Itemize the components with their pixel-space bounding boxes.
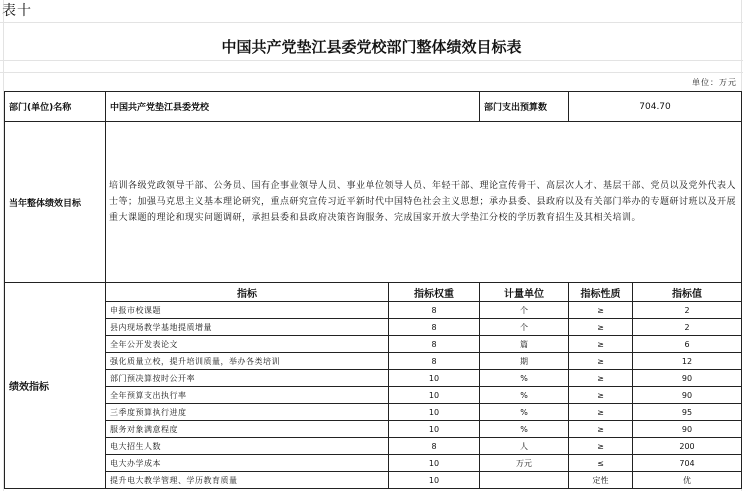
- table-row: [5, 455, 742, 472]
- indicator-name[interactable]: 全年公开发表论文: [106, 336, 389, 353]
- indicator-unit[interactable]: 万元: [480, 455, 569, 472]
- table-row: [5, 319, 742, 336]
- indicator-name[interactable]: 电大招生人数: [106, 438, 389, 455]
- indicator-weight[interactable]: 10: [389, 404, 480, 421]
- performance-table: [4, 91, 742, 489]
- indicator-unit[interactable]: 个: [480, 319, 569, 336]
- grid-line: [0, 72, 743, 73]
- col-header-nature: 指标性质: [569, 283, 633, 302]
- col-header-indicator: 指标: [106, 283, 389, 302]
- col-header-value: 指标值: [633, 283, 742, 302]
- indicator-name[interactable]: 强化质量立校，提升培训质量，举办各类培训: [106, 353, 389, 370]
- table-row: [5, 370, 742, 387]
- table-row: [5, 387, 742, 404]
- indicator-value[interactable]: 2: [633, 302, 742, 319]
- indicator-value[interactable]: 2: [633, 319, 742, 336]
- indicator-nature[interactable]: ≥: [569, 421, 633, 438]
- indicator-value[interactable]: 12: [633, 353, 742, 370]
- indicator-weight[interactable]: 10: [389, 387, 480, 404]
- table-row: [5, 404, 742, 421]
- indicator-weight[interactable]: 10: [389, 472, 480, 489]
- indicator-nature[interactable]: ≥: [569, 319, 633, 336]
- indicator-name[interactable]: 电大办学成本: [106, 455, 389, 472]
- indicator-header-row: [5, 283, 742, 302]
- indicator-weight[interactable]: 8: [389, 353, 480, 370]
- indicator-value[interactable]: 704: [633, 455, 742, 472]
- indicator-name[interactable]: 全年预算支出执行率: [106, 387, 389, 404]
- table-row: [5, 302, 742, 319]
- indicator-value[interactable]: 优: [633, 472, 742, 489]
- indicator-unit[interactable]: [480, 472, 569, 489]
- indicator-unit[interactable]: 人: [480, 438, 569, 455]
- indicator-unit[interactable]: %: [480, 387, 569, 404]
- indicators-label: 绩效指标: [5, 283, 106, 489]
- table-row: [5, 438, 742, 455]
- table-row: [5, 421, 742, 438]
- indicator-nature[interactable]: ≥: [569, 438, 633, 455]
- goal-label: 当年整体绩效目标: [5, 122, 106, 283]
- indicator-name[interactable]: 提升电大教学管理、学历教育质量: [106, 472, 389, 489]
- indicator-name[interactable]: 三季度预算执行进度: [106, 404, 389, 421]
- indicator-name[interactable]: 服务对象满意程度: [106, 421, 389, 438]
- table-row: [5, 353, 742, 370]
- indicator-name[interactable]: 部门预决算按时公开率: [106, 370, 389, 387]
- indicator-name[interactable]: 县内现场教学基地提质增量: [106, 319, 389, 336]
- indicator-nature[interactable]: ≥: [569, 370, 633, 387]
- indicator-value[interactable]: 200: [633, 438, 742, 455]
- dept-row: [5, 92, 742, 122]
- indicator-value[interactable]: 6: [633, 336, 742, 353]
- indicator-unit[interactable]: 个: [480, 302, 569, 319]
- indicator-nature[interactable]: ≥: [569, 404, 633, 421]
- grid-line: [0, 22, 743, 23]
- indicator-nature[interactable]: ≥: [569, 387, 633, 404]
- table-row: [5, 336, 742, 353]
- indicator-weight[interactable]: 8: [389, 336, 480, 353]
- indicator-nature[interactable]: ≤: [569, 455, 633, 472]
- indicator-nature[interactable]: ≥: [569, 302, 633, 319]
- table-row: [5, 472, 742, 489]
- indicator-unit[interactable]: 篇: [480, 336, 569, 353]
- table-caption: 表十: [2, 3, 32, 19]
- unit-note: 单位：万元: [692, 78, 737, 87]
- indicator-unit[interactable]: %: [480, 421, 569, 438]
- indicator-value[interactable]: 90: [633, 421, 742, 438]
- grid-line: [0, 60, 743, 61]
- col-header-weight: 指标权重: [389, 283, 480, 302]
- indicator-weight[interactable]: 8: [389, 438, 480, 455]
- indicator-unit[interactable]: %: [480, 370, 569, 387]
- goal-text[interactable]: 培训各级党政领导干部、公务员、国有企事业领导人员、事业单位领导人员、年轻干部、理论宣传骨干、高层次人才、基层干部、党员以及党外代表人士等；加强马克思主义基本理论研究，重点研究宣传习近平新时代中国特色社会主义思想；承办县委、县政府以及有关部门举办的专题研讨班以及开展重大课题的理论和现实问题调研，承担县委和县政府决策咨询服务、完成国家开放大学垫江分校的学历教育招生及其相关培训。: [106, 122, 742, 283]
- indicator-value[interactable]: 90: [633, 370, 742, 387]
- indicator-weight[interactable]: 10: [389, 421, 480, 438]
- indicator-value[interactable]: 95: [633, 404, 742, 421]
- dept-name-value[interactable]: 中国共产党垫江县委党校: [106, 92, 480, 122]
- page-title: 中国共产党垫江县委党校部门整体绩效目标表: [221, 38, 522, 56]
- indicator-value[interactable]: 90: [633, 387, 742, 404]
- indicator-weight[interactable]: 10: [389, 370, 480, 387]
- indicator-name[interactable]: 申报市校课题: [106, 302, 389, 319]
- indicator-unit[interactable]: 期: [480, 353, 569, 370]
- indicator-nature[interactable]: ≥: [569, 336, 633, 353]
- indicator-unit[interactable]: %: [480, 404, 569, 421]
- indicator-nature[interactable]: 定性: [569, 472, 633, 489]
- indicator-weight[interactable]: 10: [389, 455, 480, 472]
- budget-label: 部门支出预算数: [480, 92, 569, 122]
- budget-value[interactable]: 704.70: [569, 92, 742, 122]
- indicator-nature[interactable]: ≥: [569, 353, 633, 370]
- dept-name-label: 部门(单位)名称: [5, 92, 106, 122]
- goal-row: [5, 122, 742, 283]
- col-header-unit: 计量单位: [480, 283, 569, 302]
- indicator-weight[interactable]: 8: [389, 302, 480, 319]
- indicator-weight[interactable]: 8: [389, 319, 480, 336]
